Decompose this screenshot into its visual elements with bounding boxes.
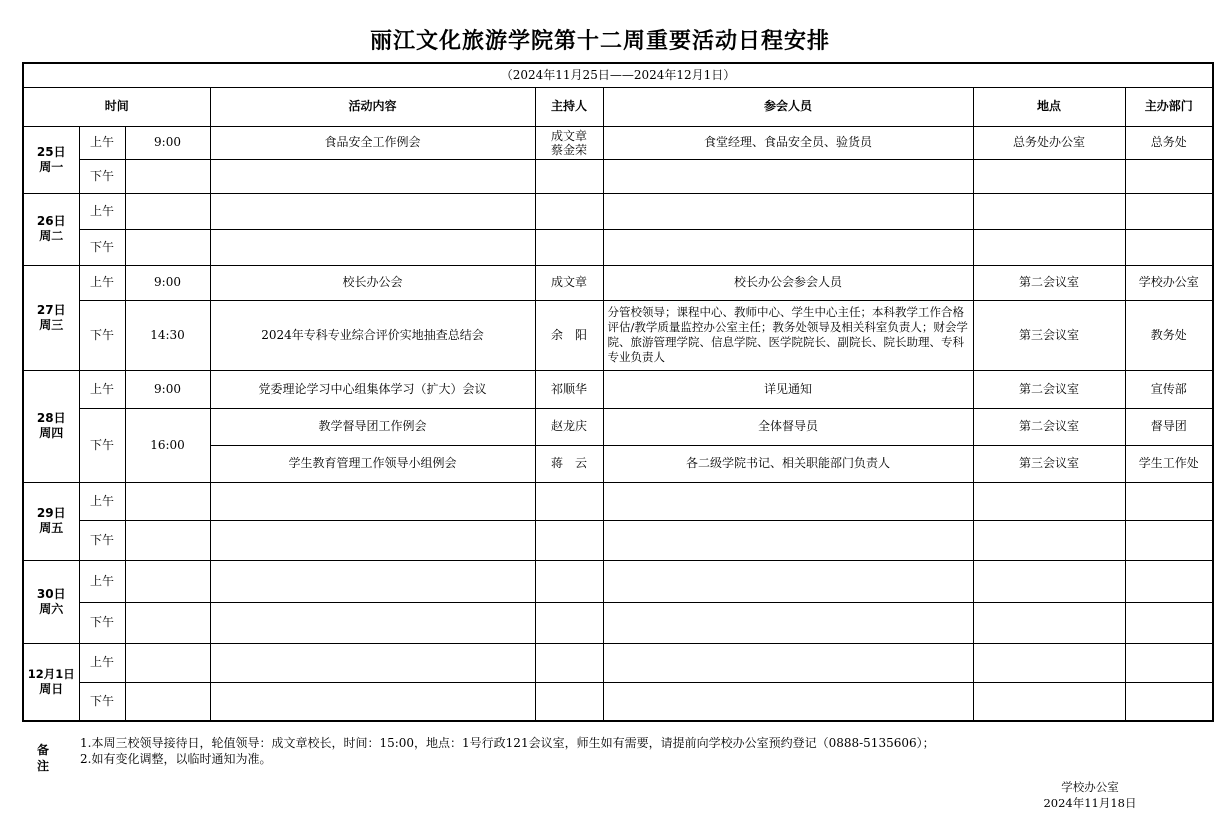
event-time: 9:00 xyxy=(125,370,210,408)
header-attendees: 参会人员 xyxy=(603,87,973,126)
event-attendees: 校长办公会参会人员 xyxy=(603,265,973,300)
event-time: 14:30 xyxy=(125,300,210,370)
event-time: 9:00 xyxy=(125,265,210,300)
event-department: 学校办公室 xyxy=(1125,265,1213,300)
day-cell-tue xyxy=(23,193,79,265)
event-time: 9:00 xyxy=(125,126,210,159)
day-cell-fri xyxy=(23,482,79,560)
table-row xyxy=(23,193,1213,229)
event-department: 总务处 xyxy=(1125,126,1213,159)
table-row xyxy=(23,370,1213,408)
event-attendees: 食堂经理、食品安全员、验货员 xyxy=(603,126,973,159)
event-attendees: 分管校领导；课程中心、教师中心、学生中心主任；本科教学工作合格评估/教学质量监控办公室主任；教务处领导及相关科室负责人；财会学院、旅游管理学院、信息学院、医学院院长、副院长、院长助理、专科专业负责人 xyxy=(603,300,973,370)
table-row xyxy=(23,300,1213,370)
event-location: 第二会议室 xyxy=(973,265,1125,300)
event-attendees: 全体督导员 xyxy=(603,408,973,445)
event-attendees: 各二级学院书记、相关职能部门负责人 xyxy=(603,445,973,482)
event-content: 教学督导团工作例会 xyxy=(210,408,535,445)
period-am: 上午 xyxy=(79,370,125,408)
event-content: 学生教育管理工作领导小组例会 xyxy=(210,445,535,482)
event-content: 党委理论学习中心组集体学习（扩大）会议 xyxy=(210,370,535,408)
event-department: 督导团 xyxy=(1125,408,1213,445)
table-row xyxy=(23,520,1213,560)
day-weekday: 周一 xyxy=(39,159,64,174)
event-host: 赵龙庆 xyxy=(535,408,603,445)
event-location: 第三会议室 xyxy=(973,445,1125,482)
period-am: 上午 xyxy=(79,560,125,602)
signature-date: 2024年11月18日 xyxy=(1043,796,1137,810)
event-content: 校长办公会 xyxy=(210,265,535,300)
day-weekday: 周二 xyxy=(39,229,64,243)
day-weekday: 周日 xyxy=(39,681,64,696)
period-pm: 下午 xyxy=(79,300,125,370)
day-cell-sun xyxy=(23,643,79,721)
host-line: 成文章 xyxy=(550,128,587,143)
day-date: 28日 xyxy=(36,411,66,425)
event-location: 第三会议室 xyxy=(973,300,1125,370)
date-range-row xyxy=(23,63,1213,87)
host-line: 蔡金荣 xyxy=(550,142,587,157)
table-row xyxy=(23,159,1213,193)
notes-label: 备注 xyxy=(37,743,50,773)
table-row xyxy=(23,265,1213,300)
header-location: 地点 xyxy=(973,87,1125,126)
day-date: 29日 xyxy=(36,506,66,520)
event-content: 2024年专科专业综合评价实地抽查总结会 xyxy=(210,300,535,370)
period-pm: 下午 xyxy=(79,229,125,265)
day-weekday: 周六 xyxy=(39,601,64,616)
day-date: 27日 xyxy=(36,302,66,317)
period-am: 上午 xyxy=(79,126,125,159)
header-time: 时间 xyxy=(23,87,210,126)
day-cell-mon xyxy=(23,126,79,193)
signature-block xyxy=(1030,779,1150,811)
period-pm: 下午 xyxy=(79,602,125,643)
table-row xyxy=(23,126,1213,159)
note-line: 1.本周三校领导接待日，轮值领导：成文章校长，时间：15:00，地点：1号行政121会议室，师生如有需要，请提前向学校办公室预约登记（0888-5135606）； xyxy=(80,736,935,750)
period-am: 上午 xyxy=(79,193,125,229)
period-am: 上午 xyxy=(79,482,125,520)
header-content: 活动内容 xyxy=(210,87,535,126)
period-pm: 下午 xyxy=(79,408,125,482)
header-department: 主办部门 xyxy=(1125,87,1213,126)
table-row xyxy=(23,229,1213,265)
event-time: 16:00 xyxy=(125,408,210,482)
event-attendees: 详见通知 xyxy=(603,370,973,408)
event-department: 教务处 xyxy=(1125,300,1213,370)
event-host: 蒋 云 xyxy=(535,445,603,482)
day-date: 26日 xyxy=(36,214,66,228)
event-location: 第二会议室 xyxy=(973,408,1125,445)
note-line: 2.如有变化调整，以临时通知为准。 xyxy=(80,752,272,766)
event-host xyxy=(535,126,603,159)
event-location: 第二会议室 xyxy=(973,370,1125,408)
day-date: 30日 xyxy=(36,586,66,601)
date-range: （2024年11月25日——2024年12月1日） xyxy=(23,63,1213,87)
notes-lines xyxy=(80,735,1180,767)
table-row xyxy=(23,643,1213,682)
period-pm: 下午 xyxy=(79,520,125,560)
event-department: 学生工作处 xyxy=(1125,445,1213,482)
event-department: 宣传部 xyxy=(1125,370,1213,408)
table-row xyxy=(23,682,1213,721)
event-host: 余 阳 xyxy=(535,300,603,370)
event-location: 总务处办公室 xyxy=(973,126,1125,159)
table-row xyxy=(23,560,1213,602)
signature-office: 学校办公室 xyxy=(1061,780,1119,794)
event-host: 祁顺华 xyxy=(535,370,603,408)
event-host: 成文章 xyxy=(535,265,603,300)
period-am: 上午 xyxy=(79,643,125,682)
period-pm: 下午 xyxy=(79,682,125,721)
table-row xyxy=(23,602,1213,643)
header-row xyxy=(23,87,1213,126)
event-content: 食品安全工作例会 xyxy=(210,126,535,159)
day-cell-thu xyxy=(23,370,79,482)
table-row xyxy=(23,482,1213,520)
day-weekday: 周四 xyxy=(39,426,64,440)
day-weekday: 周五 xyxy=(39,521,64,535)
period-pm: 下午 xyxy=(79,159,125,193)
page-title: 丽江文化旅游学院第十二周重要活动日程安排 xyxy=(369,28,830,54)
schedule-table xyxy=(22,62,1214,722)
day-cell-wed xyxy=(23,265,79,370)
table-row xyxy=(23,408,1213,445)
period-am: 上午 xyxy=(79,265,125,300)
header-host: 主持人 xyxy=(535,87,603,126)
day-cell-sat xyxy=(23,560,79,643)
day-weekday: 周三 xyxy=(39,317,64,332)
day-date: 12月1日 xyxy=(27,666,75,681)
day-date: 25日 xyxy=(36,144,66,159)
